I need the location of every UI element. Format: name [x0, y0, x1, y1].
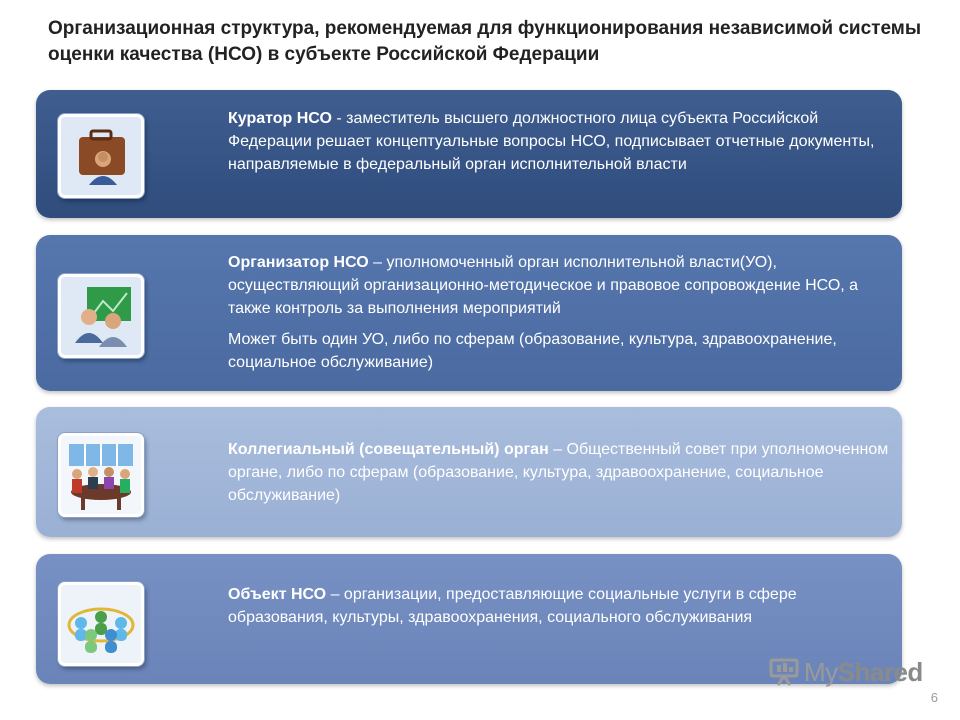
block-object-text: [228, 583, 893, 629]
block-organizer-text: [228, 251, 893, 374]
curator-body: - заместитель высшего должностного лица субъекта Российской Федерации решает концептуальные вопросы НСО, подписывает отчетные документы, направляемые в федеральный орган исполнительной власти: [228, 110, 875, 173]
block-curator-text: [228, 107, 893, 176]
network-people-icon: [58, 582, 144, 666]
object-heading: Объект НСО: [228, 586, 327, 603]
council-icon: [58, 433, 144, 517]
block-council-text: [228, 438, 893, 507]
slide-title: Организационная структура, рекомендуемая для функционирования независимой системы оценки качества (НСО) в субъекте Российской Федерации: [48, 18, 922, 65]
watermark-suffix: Shared: [837, 656, 923, 687]
object-body: – организации, предоставляющие социальные услуги в сфере образования, культуры, здравоохранения, социального обслуживания: [228, 586, 797, 626]
watermark-prefix: My: [804, 656, 838, 687]
watermark-logo: [768, 657, 923, 687]
presentation-icon: [768, 658, 800, 686]
curator-heading: Куратор НСО: [228, 110, 332, 127]
council-body: – Общественный совет при уполномоченном органе, либо по сферам (образование, культура, здравоохранение, социальное обслуживание): [228, 441, 889, 504]
council-heading: Коллегиальный (совещательный) орган: [228, 441, 549, 458]
page-number: 6: [930, 690, 938, 705]
organizer-extra: Может быть один УО, либо по сферам (образование, культура, здравоохранение, социальное обслуживание): [228, 331, 837, 371]
organizer-heading: Организатор НСО: [228, 254, 369, 271]
organizer-icon: [58, 274, 144, 358]
organizer-body: – уполномоченный орган исполнительной власти(УО), осуществляющий организационно-методическое и правовое сопровождение НСО, а также контроль за выполнения мероприятий: [228, 254, 859, 317]
curator-icon: [58, 114, 144, 198]
